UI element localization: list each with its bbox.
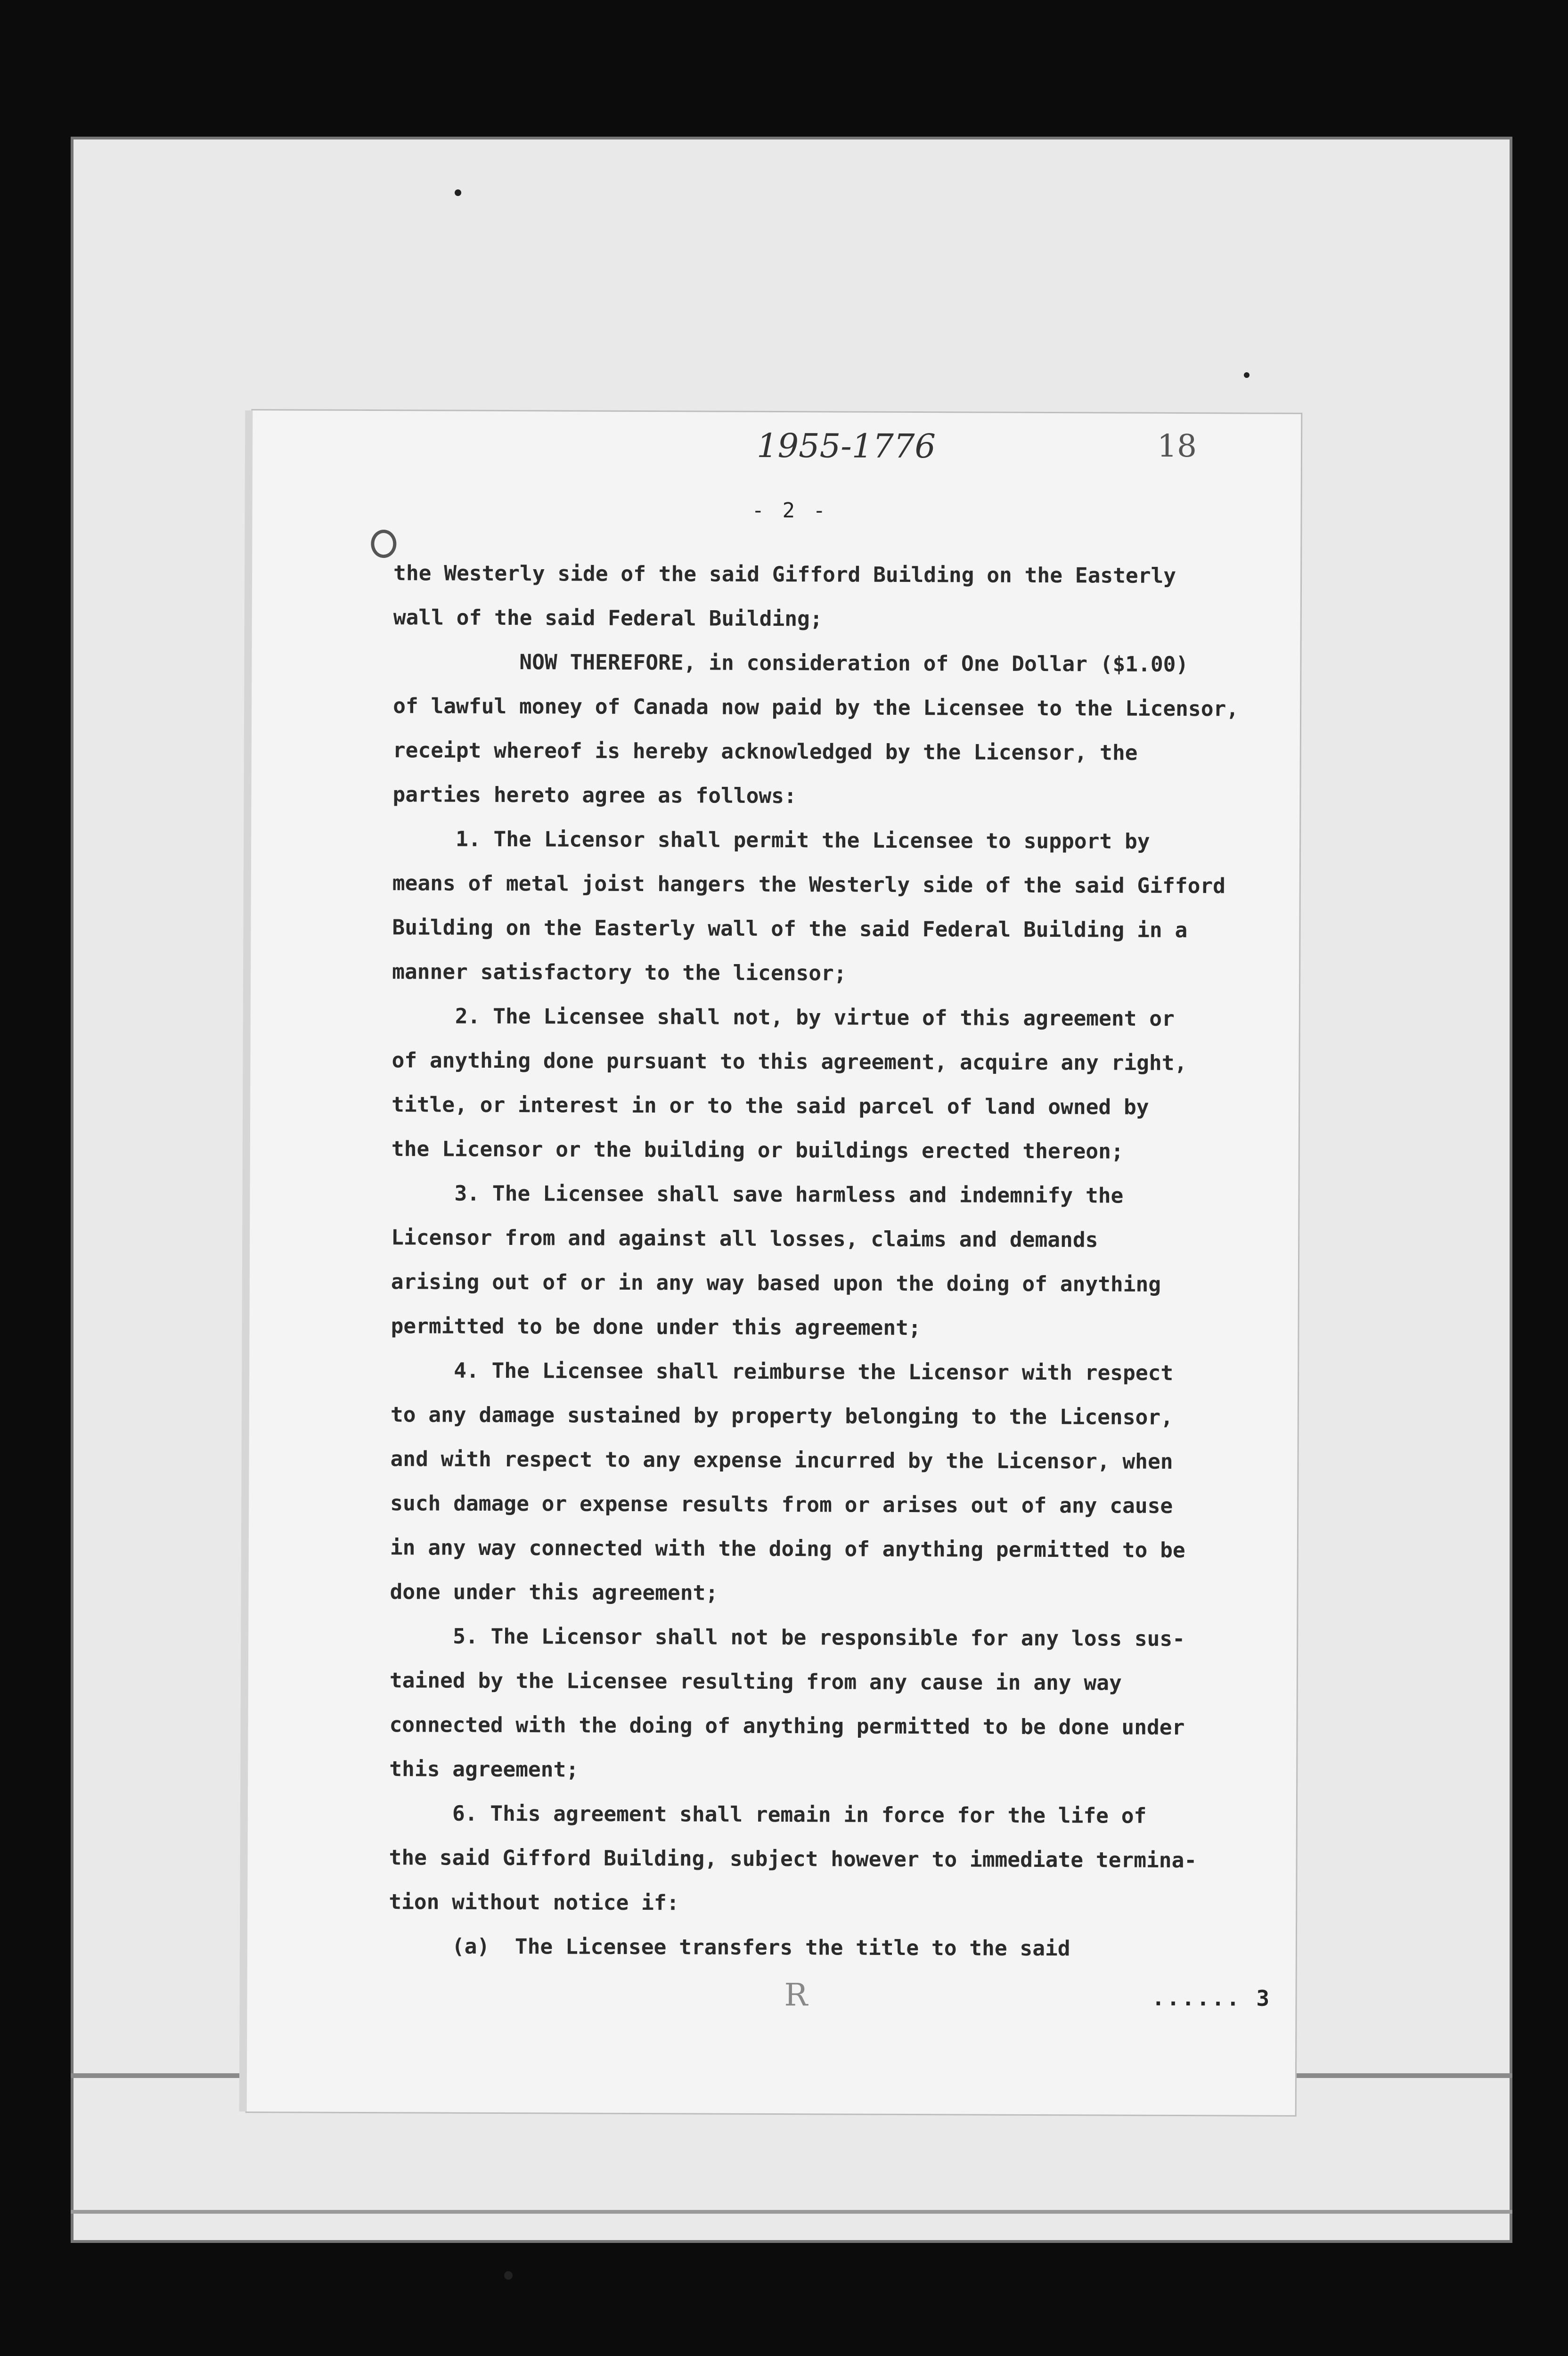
text-line: such damage or expense results from or arises out of any cause xyxy=(390,1491,1173,1518)
text-line: done under this agreement; xyxy=(390,1580,719,1605)
dust-speck xyxy=(504,2271,513,2280)
text-line: receipt whereof is hereby acknowledged by the Licensor, the xyxy=(392,738,1138,765)
file-number: 1955-1776 xyxy=(756,426,936,466)
text-line: NOW THEREFORE, in consideration of One Dollar ($1.00) xyxy=(393,650,1189,677)
folio-number: 18 xyxy=(1157,427,1197,465)
document-page xyxy=(247,410,1301,2115)
text-line: connected with the doing of anything permitted to be done under xyxy=(389,1713,1185,1740)
text-line: 3. The Licensee shall save harmless and indemnify the xyxy=(391,1181,1124,1208)
text-line: the said Gifford Building, subject however to immediate termina- xyxy=(389,1846,1197,1873)
text-line: 6. This agreement shall remain in force for the life of xyxy=(389,1801,1147,1828)
text-line: tained by the Licensee resulting from any cause in any way xyxy=(389,1669,1122,1695)
punch-hole-icon xyxy=(371,530,396,558)
text-line: title, or interest in or to the said parcel of land owned by xyxy=(392,1093,1149,1120)
agreement-body xyxy=(389,551,1270,1972)
continuation-marker: ...... 3 xyxy=(1152,1985,1272,2011)
text-line: Building on the Easterly wall of the said Federal Building in a xyxy=(392,916,1188,943)
text-line: the Licensor or the building or buildings erected thereon; xyxy=(391,1137,1124,1164)
text-line: of anything done pursuant to this agreement, acquire any right, xyxy=(392,1048,1187,1076)
text-line: 1. The Licensor shall permit the Licensee to support by xyxy=(392,827,1150,854)
text-line: (a) The Licensee transfers the title to the said xyxy=(388,1934,1070,1961)
text-line: arising out of or in any way based upon the doing of anything xyxy=(391,1270,1161,1297)
text-line: wall of the said Federal Building; xyxy=(393,605,823,631)
text-line: tion without notice if: xyxy=(389,1890,679,1915)
text-line: and with respect to any expense incurred by the Licensor, when xyxy=(390,1447,1173,1474)
mount-strip xyxy=(71,2210,1512,2214)
text-line: 4. The Licensee shall reimburse the Licensor with respect xyxy=(391,1358,1174,1385)
text-line: parties hereto agree as follows: xyxy=(392,783,797,809)
text-line: 5. The Licensor shall not be responsible for any loss sus- xyxy=(390,1624,1185,1652)
text-line: means of metal joist hangers the Westerly side of the said Gifford xyxy=(392,871,1226,899)
page-number: - 2 - xyxy=(751,498,829,523)
text-line: the Westerly side of the said Gifford Building on the Easterly xyxy=(393,561,1176,588)
text-line: in any way connected with the doing of anything permitted to be xyxy=(390,1536,1185,1563)
dust-speck xyxy=(455,189,461,196)
text-line: manner satisfactory to the licensor; xyxy=(392,960,847,986)
text-line: Licensor from and against all losses, claims and demands xyxy=(391,1226,1098,1252)
text-line: of lawful money of Canada now paid by the Licensee to the Licensor, xyxy=(393,694,1239,721)
text-line: to any damage sustained by property belonging to the Licensor, xyxy=(390,1403,1174,1430)
handwritten-mark: R xyxy=(784,1977,808,2013)
text-line: permitted to be done under this agreement; xyxy=(391,1314,921,1341)
text-line: 2. The Licensee shall not, by virtue of this agreement or xyxy=(392,1004,1175,1031)
dust-speck xyxy=(1244,372,1250,378)
text-line: this agreement; xyxy=(389,1757,579,1782)
